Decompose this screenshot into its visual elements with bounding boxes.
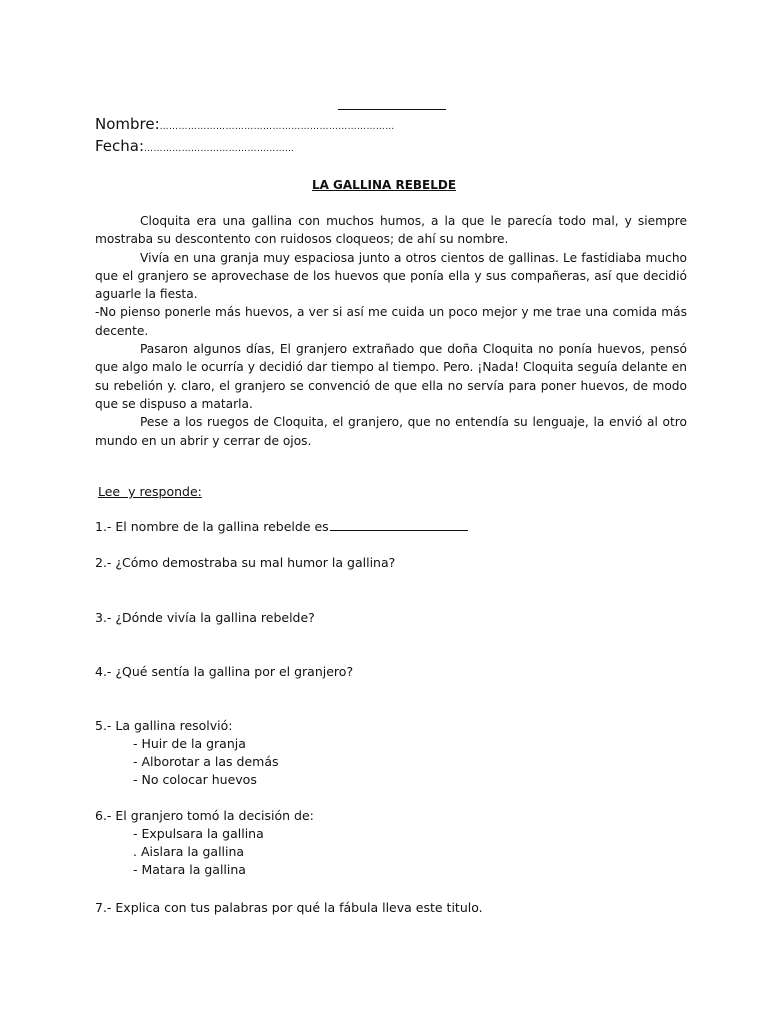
question-4: 4.- ¿Qué sentía la gallina por el granjero?: [95, 664, 354, 679]
option-item: - Matara la gallina: [133, 862, 246, 877]
question-6: 6.- El granjero tomó la decisión de:: [95, 808, 314, 823]
question-7: 7.- Explica con tus palabras por qué la fábula lleva este titulo.: [95, 900, 483, 915]
option-item: . Aislara la gallina: [133, 844, 245, 859]
story-paragraph: Vivía en una granja muy espaciosa junto a otros cientos de gallinas. Le fastidiaba mucho que el granjero se aprovechase de los huevos que ponía ella y sus compañeras, así que decidió aguarle la fiesta.: [95, 250, 687, 302]
option-item: - Huir de la granja: [133, 736, 246, 751]
fecha-field: [95, 137, 294, 155]
nombre-label: Nombre:: [95, 115, 160, 133]
question-5: 5.- La gallina resolvió:: [95, 718, 233, 733]
story-title: LA GALLINA REBELDE: [311, 178, 457, 192]
story-paragraph: Pasaron algunos días, El granjero extrañado que doña Cloquita no ponía huevos, pensó que algo malo le ocurría y decidió dar tiempo al tiempo. Pero. ¡Nada! Cloquita seguía delante en su rebelión y. claro, el granjero se convenció de que ella no servía para poner huevos, de modo que se dispuso a matarla.: [95, 342, 687, 411]
option-item: - No colocar huevos: [133, 772, 257, 787]
story-paragraph: Cloquita era una gallina con muchos humos, a la que le parecía todo mal, y siempre mostraba su descontento con ruidosos cloqueos; de ahí su nombre.: [95, 214, 687, 247]
question-text: 1.- El nombre de la gallina rebelde es: [95, 519, 329, 534]
nombre-field: [95, 115, 395, 133]
answer-blank[interactable]: [330, 518, 468, 531]
question-2: 2.- ¿Cómo demostraba su mal humor la gallina?: [95, 555, 396, 570]
story-text: [95, 212, 687, 450]
fecha-dots: …………………………………………: [144, 144, 295, 154]
story-paragraph: -No pienso ponerle más huevos, a ver si así me cuida un poco mejor y me trae una comida más decente.: [95, 305, 687, 338]
story-paragraph: Pese a los ruegos de Cloquita, el granjero, que no entendía su lenguaje, la envió al otro mundo en un abrir y cerrar de ojos.: [95, 415, 687, 448]
fecha-label: Fecha:: [95, 137, 145, 155]
section-heading: Lee y responde:: [98, 484, 202, 499]
nombre-dots: …………………………………………………………………: [159, 122, 395, 132]
question-1: [95, 518, 468, 534]
question-3: 3.- ¿Dónde vivía la gallina rebelde?: [95, 610, 315, 625]
option-item: - Expulsara la gallina: [133, 826, 264, 841]
top-rule: [338, 109, 446, 110]
option-item: - Alborotar a las demás: [133, 754, 279, 769]
